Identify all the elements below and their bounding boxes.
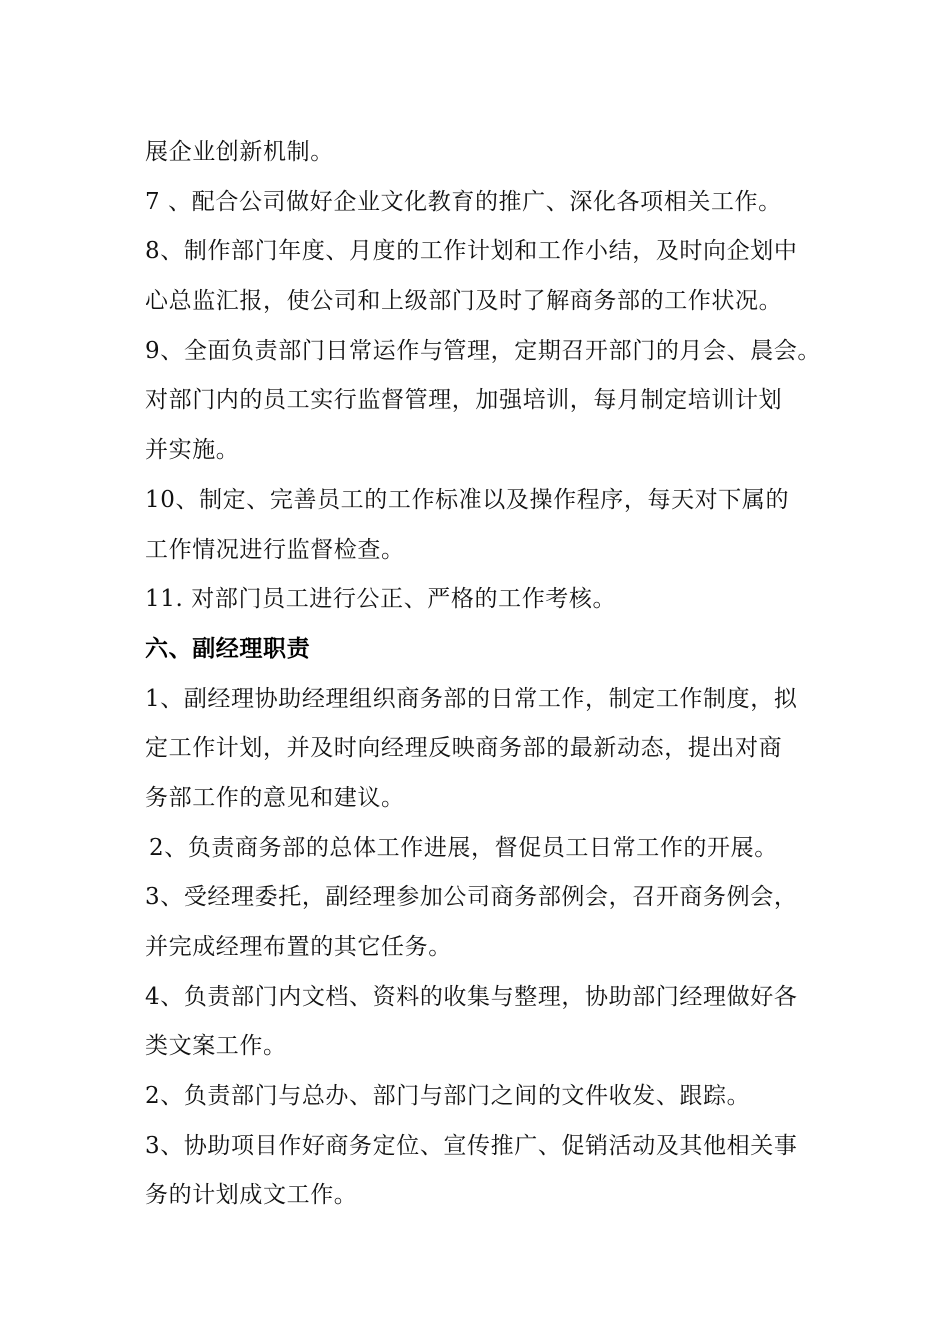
text-line: 并实施。 [145, 437, 240, 464]
list-item: 11. 对部门员工进行公正、严格的工作考核。 [145, 586, 617, 613]
list-item: 3、受经理委托，副经理参加公司商务部例会，召开商务例会， [145, 884, 798, 911]
list-item: 8、制作部门年度、月度的工作计划和工作小结，及时向企划中 [145, 238, 798, 265]
text-line: 展企业创新机制。 [145, 139, 334, 165]
text-line: 务部工作的意见和建议。 [145, 784, 405, 811]
text-line: 定工作计划，并及时向经理反映商务部的最新动态，提出对商 [145, 735, 783, 762]
text-line: 心总监汇报，使公司和上级部门及时了解商务部的工作状况。 [145, 288, 783, 315]
list-item: 2、负责商务部的总体工作进展，督促员工日常工作的开展。 [149, 834, 778, 861]
list-item: 4、负责部门内文档、资料的收集与整理，协助部门经理做好各 [145, 983, 798, 1010]
text-line: 务的计划成文工作。 [145, 1182, 358, 1209]
list-item: 9、全面负责部门日常运作与管理，定期召开部门的月会、晨会。 [145, 337, 822, 364]
list-item: 10、制定、完善员工的工作标准以及操作程序，每天对下属的 [145, 486, 790, 513]
text-line: 并完成经理布置的其它任务。 [145, 934, 452, 960]
list-item: 3、协助项目作好商务定位、宣传推广、促销活动及其他相关事 [145, 1132, 798, 1159]
list-item: 2、负责部门与总办、部门与部门之间的文件收发、跟踪。 [145, 1083, 751, 1110]
text-line: 工作情况进行监督检查。 [145, 536, 405, 563]
list-item: 1、副经理协助经理组织商务部的日常工作，制定工作制度，拟 [145, 685, 798, 712]
section-heading: 六、副经理职责 [145, 635, 311, 662]
document-body [145, 128, 845, 1221]
text-line: 对部门内的员工实行监督管理，加强培训，每月制定培训计划 [145, 387, 783, 414]
text-line: 类文案工作。 [145, 1033, 287, 1060]
list-item: 7 、配合公司做好企业文化教育的推广、深化各项相关工作。 [145, 188, 782, 215]
